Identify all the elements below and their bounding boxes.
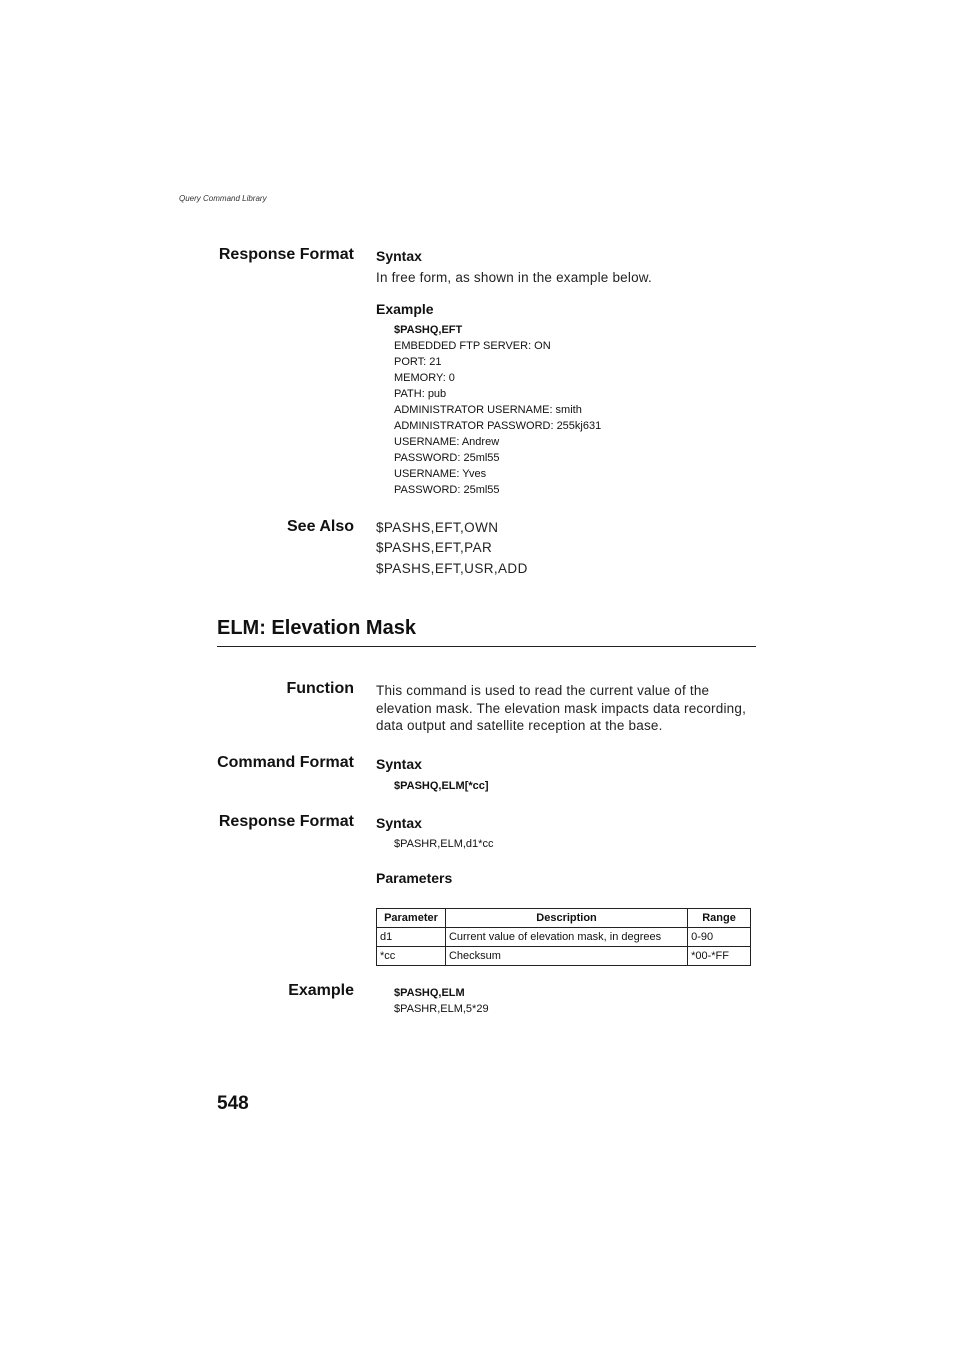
parameters-heading: Parameters <box>376 870 453 886</box>
example-command: $PASHQ,ELM <box>394 987 465 999</box>
page-number: 548 <box>217 1093 249 1114</box>
table-row <box>377 947 751 966</box>
see-also-item: $PASHS,EFT,PAR <box>376 540 493 555</box>
parameters-table <box>376 908 751 966</box>
function-text-line: elevation mask. The elevation mask impacts data recording, <box>376 701 747 716</box>
example-line: EMBEDDED FTP SERVER: ON <box>394 340 551 352</box>
syntax-text: In free form, as shown in the example below. <box>376 270 652 285</box>
syntax-heading: Syntax <box>376 248 422 264</box>
example-command: $PASHQ,EFT <box>394 324 463 336</box>
example-line: USERNAME: Andrew <box>394 436 500 448</box>
function-text-line: data output and satellite reception at the base. <box>376 718 663 733</box>
response-syntax-heading: Syntax <box>376 815 422 831</box>
example-line: PORT: 21 <box>394 356 442 368</box>
section-title: ELM: Elevation Mask <box>217 617 416 639</box>
table-cell: Checksum <box>445 947 687 966</box>
example-line: PATH: pub <box>394 388 447 400</box>
see-also-label: See Also <box>287 518 354 535</box>
table-cell: *cc <box>377 947 446 966</box>
table-cell: *00-*FF <box>688 947 751 966</box>
see-also-item: $PASHS,EFT,OWN <box>376 520 499 535</box>
response-format-label: Response Format <box>218 813 354 830</box>
table-cell: d1 <box>377 928 446 947</box>
see-also-item: $PASHS,EFT,USR,ADD <box>376 561 528 576</box>
example-label: Example <box>288 982 354 999</box>
title-rule <box>217 646 756 647</box>
command-format-label: Command Format <box>217 754 354 771</box>
running-head: Query Command Library <box>179 194 267 203</box>
table-cell: 0-90 <box>688 928 751 947</box>
table-row <box>377 928 751 947</box>
example-line: PASSWORD: 25ml55 <box>394 452 500 464</box>
column-header: Parameter <box>377 909 446 928</box>
table-header-row <box>377 909 751 928</box>
function-label: Function <box>286 680 354 697</box>
response-format-label: Response Format <box>218 246 354 263</box>
command-syntax: $PASHQ,ELM[*cc] <box>394 780 489 792</box>
example-response: $PASHR,ELM,5*29 <box>394 1003 489 1015</box>
command-syntax-heading: Syntax <box>376 756 422 772</box>
function-text-line: This command is used to read the current value of the <box>376 683 710 698</box>
example-line: ADMINISTRATOR USERNAME: smith <box>394 404 582 416</box>
column-header: Range <box>688 909 751 928</box>
example-line: MEMORY: 0 <box>394 372 455 384</box>
example-line: ADMINISTRATOR PASSWORD: 255kj631 <box>394 420 602 432</box>
column-header: Description <box>445 909 687 928</box>
example-heading: Example <box>376 301 434 317</box>
example-line: USERNAME: Yves <box>394 468 487 480</box>
response-syntax: $PASHR,ELM,d1*cc <box>394 838 494 850</box>
table-cell: Current value of elevation mask, in degrees <box>445 928 687 947</box>
example-line: PASSWORD: 25ml55 <box>394 484 500 496</box>
